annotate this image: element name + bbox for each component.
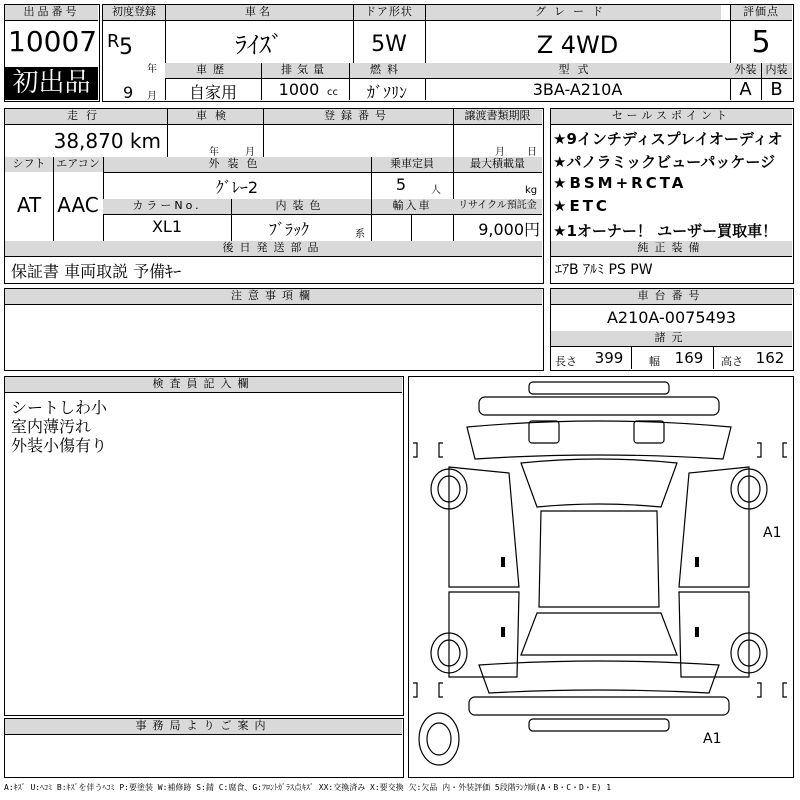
chassis-label: 車台番号 [551, 289, 792, 304]
door-type: 5W [371, 32, 407, 57]
chassis-box [550, 288, 794, 371]
car-name-label: 車名 [165, 5, 353, 20]
inspection-year-unit: 年 [209, 147, 219, 156]
vehicle-header-box [102, 4, 794, 102]
int-color-unit: 系 [355, 229, 365, 238]
exterior-label: 外装 [730, 63, 761, 78]
lot-box [4, 4, 100, 102]
equipment-label: 純正装備 [551, 241, 792, 256]
fuel-label: 燃料 [349, 63, 425, 78]
sales-points-label: セールスポイント [551, 109, 792, 124]
ext-color-label: 外装色 [103, 157, 371, 172]
fuel: ｶﾞｿﾘﾝ [366, 83, 407, 100]
int-color: ﾌﾞﾗｯｸ [268, 220, 309, 239]
chassis-number: A210A-0075493 [606, 308, 737, 327]
inspector-note: 外装小傷有り [11, 436, 108, 453]
sales-point-item: ★9インチディスプレイオーディオ [553, 130, 783, 148]
reg-month: 9 [123, 83, 134, 101]
equipment-value: ｴｱB ｱﾙﾐ PS PW [555, 262, 653, 278]
interior-grade: B [770, 79, 783, 99]
first-time-badge: 初出品 [5, 67, 98, 100]
damage-mark: A1 [763, 525, 782, 541]
legend: A:ｷｽﾞ U:ﾍｺﾐ B:ｷｽﾞを伴うﾍｺﾐ P:要塗装 W:補修跡 S:錆 C:腐食、G:ﾌﾛﾝﾄｶﾞﾗｽ点ｷｽﾞ XX:交換済み X:要交換 欠:欠品 内・外装評価 5段階ﾗﾝｸ順(A・B・C・D・E) 1 [4, 783, 612, 792]
car-name: ﾗｲｽﾞ [235, 31, 283, 59]
color-no-label: カラーNo. [103, 199, 231, 214]
later-parts-label: 後日発送部品 [5, 241, 542, 256]
width: 169 [674, 349, 704, 367]
car-diagram [409, 377, 792, 776]
inspector-note: シートしわ小 [11, 398, 108, 415]
model: 3BA-A210A [532, 80, 623, 99]
height: 162 [755, 349, 785, 367]
lot-label: 出品番号 [5, 5, 98, 20]
specs-label: 諸元 [551, 331, 792, 346]
displacement-label: 排気量 [261, 63, 349, 78]
recycle: 9,000円 [478, 220, 540, 239]
displacement-unit: cc [327, 87, 338, 98]
import-label: 輸入車 [371, 199, 453, 214]
car-diagram-box [408, 376, 794, 778]
transfer-month-unit: 月 [495, 147, 505, 156]
ac: AAC [57, 193, 99, 217]
lot-number: 10007 [8, 25, 98, 58]
notes-box [4, 288, 544, 371]
era: R [107, 31, 120, 52]
office-box [4, 718, 404, 778]
reg-year: 5 [119, 35, 133, 59]
notes-label: 注意事項欄 [5, 289, 542, 304]
sales-point-item: ★パノラミックビューパッケージ [553, 153, 776, 171]
score-label: 評価点 [730, 5, 792, 20]
inspection-month-unit: 月 [245, 147, 255, 156]
load-unit: kg [525, 185, 538, 196]
model-label: 型式 [425, 63, 730, 78]
transfer-day-unit: 日 [527, 147, 537, 156]
length: 399 [594, 349, 624, 367]
exterior-grade: A [739, 79, 752, 99]
score: 5 [751, 25, 771, 60]
history-label: 車歴 [165, 63, 261, 78]
first-reg-label: 初度登録 [103, 5, 165, 20]
sales-points-box [550, 108, 794, 284]
height-label: 高さ [721, 355, 743, 367]
grade: Z 4WD [536, 31, 619, 59]
door-label: ドア形状 [353, 5, 425, 20]
history: 自家用 [188, 83, 237, 100]
capacity: 5 [395, 175, 407, 194]
reg-no-label: 登録番号 [263, 109, 453, 124]
color-no: XL1 [151, 217, 183, 236]
damage-mark: A1 [703, 731, 722, 747]
recycle-label: リサイクル預託金 [453, 199, 542, 214]
capacity-label: 乗車定員 [371, 157, 453, 172]
inspector-label: 検査員記入欄 [5, 377, 402, 392]
year-unit: 年 [147, 64, 157, 74]
length-label: 長さ [555, 355, 577, 367]
inspection-label: 車検 [167, 109, 263, 124]
mileage-label: 走行 [5, 109, 167, 124]
ext-color: ｸﾞﾚｰ2 [215, 178, 259, 197]
office-label: 事務局よりご案内 [5, 719, 402, 734]
details-box [4, 108, 544, 284]
sales-point-item: ★ETC [553, 197, 610, 215]
width-label: 幅 [649, 355, 660, 367]
capacity-unit: 人 [431, 185, 441, 194]
grade-label: グレード [425, 5, 721, 20]
later-parts: 保証書 車両取説 予備ｷｰ [11, 262, 182, 281]
sales-point-item: ★1オーナー！ ユーザー買取車！ [553, 222, 778, 240]
shift: AT [16, 193, 42, 217]
ac-label: エアコン [53, 157, 103, 172]
sales-point-item: ★BSM+RCTA [553, 174, 687, 192]
month-unit: 月 [147, 91, 157, 101]
inspector-note: 室内薄汚れ [11, 417, 92, 434]
transfer-label: 譲渡書類期限 [453, 109, 542, 124]
load-label: 最大積載量 [453, 157, 542, 172]
mileage: 38,870 km [53, 129, 161, 153]
interior-label: 内装 [761, 63, 792, 78]
shift-label: シフト [5, 157, 53, 172]
inspector-box [4, 376, 404, 716]
displacement: 1000 [278, 80, 320, 99]
int-color-label: 内装色 [231, 199, 371, 214]
